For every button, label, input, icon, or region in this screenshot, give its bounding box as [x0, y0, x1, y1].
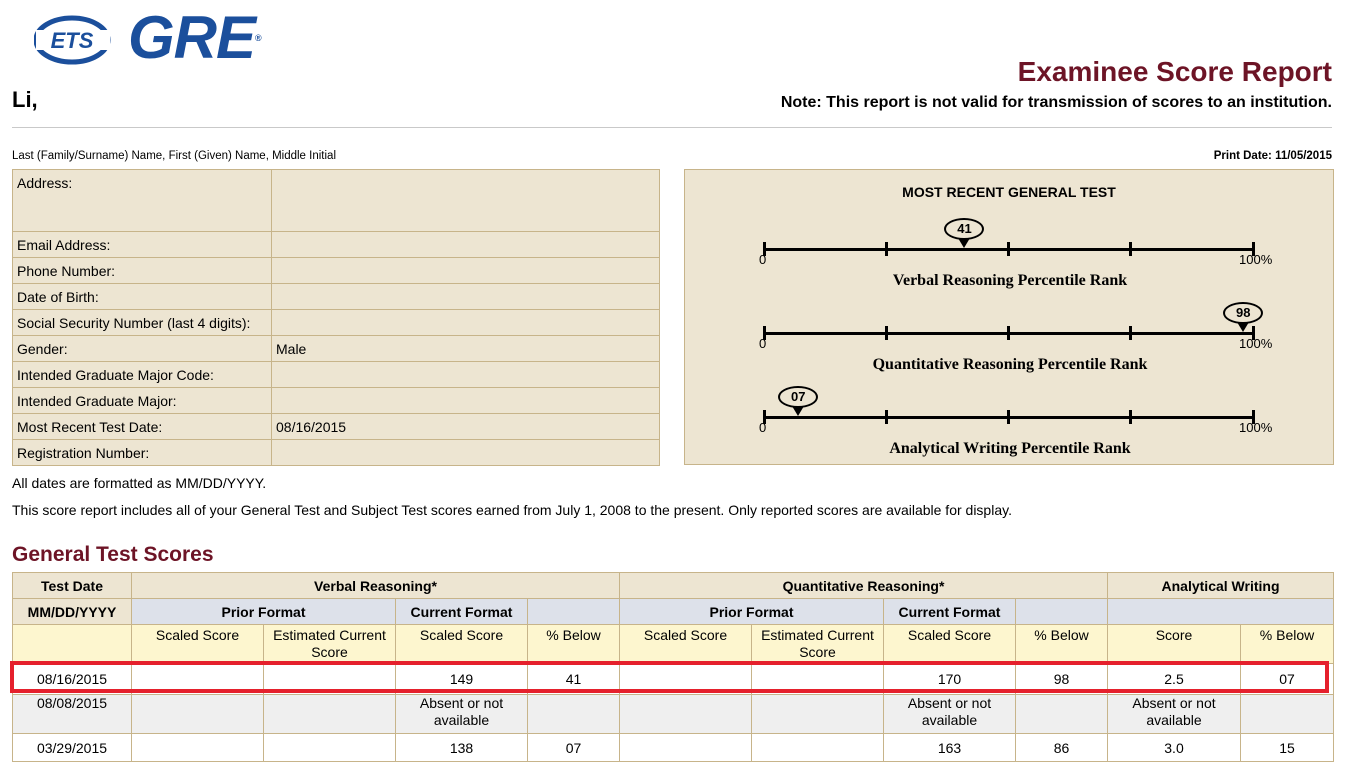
scale-max-label: 100%: [1239, 252, 1273, 267]
percentile-value: 07: [778, 386, 818, 408]
info-label: Gender:: [13, 336, 272, 362]
scale-label: Quantitative Reasoning Percentile Rank: [872, 356, 1148, 373]
col-test-date: Test Date: [13, 573, 132, 599]
cell-verbal-prior-scaled: [132, 734, 264, 762]
cell-quant-prior-scaled: [620, 734, 752, 762]
panel-title: MOST RECENT GENERAL TEST: [902, 184, 1116, 200]
cell-quant-current: 163: [884, 734, 1016, 762]
date-format-note: All dates are formatted as MM/DD/YYYY.: [12, 475, 267, 491]
verbal-percentile-scale: [759, 221, 1273, 267]
table-row: [13, 734, 1334, 762]
ets-logo-text: ETS: [50, 28, 94, 53]
info-value: [272, 440, 660, 466]
name-caption: Last (Family/Surname) Name, First (Given) Name, Middle Initial: [12, 150, 336, 162]
cell-writing-below: 15: [1241, 734, 1334, 762]
info-value: [272, 232, 660, 258]
col-writing-blank: [1108, 599, 1334, 625]
col-group-verbal: Verbal Reasoning*: [132, 573, 620, 599]
cell-verbal-current: 138: [396, 734, 528, 762]
marker-pointer-icon: [792, 406, 804, 416]
percentile-value: 98: [1223, 302, 1263, 324]
info-label: Date of Birth:: [13, 284, 272, 310]
marker-pointer-icon: [958, 238, 970, 248]
col-group-writing: Analytical Writing: [1108, 573, 1334, 599]
info-value: [272, 310, 660, 336]
cell-verbal-current: Absent or not available: [396, 695, 528, 734]
cell-writing-below: [1241, 695, 1334, 734]
percentile-value: 41: [944, 218, 984, 240]
scale-min-label: 0: [759, 420, 767, 435]
col-quant-current-format: Current Format: [884, 599, 1016, 625]
cell-writing-score: Absent or not available: [1108, 695, 1241, 734]
info-value: Male: [272, 336, 660, 362]
cell-writing-below: 07: [1241, 664, 1334, 695]
scale-tick: [1007, 326, 1010, 340]
scale-tick: [1007, 410, 1010, 424]
highlight-box: [10, 661, 1329, 693]
cell-writing-score: 2.5: [1108, 664, 1241, 695]
report-title: Examinee Score Report: [1017, 56, 1332, 87]
print-date: Print Date: 11/05/2015: [1213, 150, 1332, 162]
cell-verbal-prior-scaled: [132, 695, 264, 734]
col-verbal-current-scaled: Scaled Score: [396, 625, 528, 664]
section-title: General Test Scores: [12, 543, 214, 566]
col-verbal-current-format: Current Format: [396, 599, 528, 625]
percentile-marker: [944, 218, 984, 252]
cell-verbal-below: 07: [528, 734, 620, 762]
scale-tick: [1129, 242, 1132, 256]
info-value: [272, 258, 660, 284]
col-verbal-below: % Below: [528, 625, 620, 664]
scale-tick: [885, 326, 888, 340]
col-date-format: MM/DD/YYYY: [13, 599, 132, 625]
info-label: Most Recent Test Date:: [13, 414, 272, 440]
examinee-name: Li,: [12, 87, 38, 112]
gre-logo-text: GRE: [128, 4, 256, 71]
col-writing-score: Score: [1108, 625, 1241, 664]
scale-max-label: 100%: [1239, 336, 1273, 351]
gre-logo: GRE®: [128, 4, 261, 71]
col-blank: [13, 625, 132, 664]
cell-date: 03/29/2015: [13, 734, 132, 762]
table-row: [13, 695, 1334, 734]
cell-quant-current: Absent or not available: [884, 695, 1016, 734]
col-verbal-blank: [528, 599, 620, 625]
info-label: Phone Number:: [13, 258, 272, 284]
col-quant-prior-estimated: Estimated Current Score: [752, 625, 884, 664]
scale-min-label: 0: [759, 336, 767, 351]
divider: [12, 127, 1332, 128]
info-value: [272, 362, 660, 388]
scale-min-label: 0: [759, 252, 767, 267]
cell-verbal-current: 149: [396, 664, 528, 695]
info-value: [272, 284, 660, 310]
percentile-marker: [1223, 302, 1263, 336]
col-quant-blank: [1016, 599, 1108, 625]
info-value: 08/16/2015: [272, 414, 660, 440]
cell-quant-below: [1016, 695, 1108, 734]
info-label: Email Address:: [13, 232, 272, 258]
col-writing-below: % Below: [1241, 625, 1334, 664]
scale-tick: [885, 242, 888, 256]
scale-label: Analytical Writing Percentile Rank: [889, 440, 1131, 457]
scale-max-label: 100%: [1239, 420, 1273, 435]
scale-tick: [1129, 326, 1132, 340]
scale-tick: [1129, 410, 1132, 424]
scale-label: Verbal Reasoning Percentile Rank: [892, 272, 1128, 289]
col-quant-current-scaled: Scaled Score: [884, 625, 1016, 664]
report-note: Note: This report is not valid for transmission of scores to an institution.: [780, 94, 1332, 111]
writing-percentile-scale: [759, 389, 1273, 435]
info-label: Address:: [13, 170, 272, 232]
cell-quant-current: 170: [884, 664, 1016, 695]
cell-quant-prior-scaled: [620, 695, 752, 734]
info-label: Social Security Number (last 4 digits):: [13, 310, 272, 336]
percentile-marker: [778, 386, 818, 420]
ets-logo: [34, 14, 112, 66]
col-quant-prior-scaled: Scaled Score: [620, 625, 752, 664]
percentile-panel: [684, 169, 1334, 465]
col-group-quant: Quantitative Reasoning*: [620, 573, 1108, 599]
col-quant-below: % Below: [1016, 625, 1108, 664]
info-value: [272, 388, 660, 414]
cell-quant-prior-estimated: [752, 734, 884, 762]
col-quant-prior-format: Prior Format: [620, 599, 884, 625]
col-verbal-prior-scaled: Scaled Score: [132, 625, 264, 664]
cell-quant-prior-estimated: [752, 695, 884, 734]
info-label: Intended Graduate Major Code:: [13, 362, 272, 388]
cell-date: 08/16/2015: [13, 664, 132, 695]
cell-quant-below: 98: [1016, 664, 1108, 695]
cell-verbal-prior-estimated: [264, 734, 396, 762]
info-label: Registration Number:: [13, 440, 272, 466]
col-verbal-prior-format: Prior Format: [132, 599, 396, 625]
cell-date: 08/08/2015: [13, 695, 132, 734]
cell-verbal-prior-estimated: [264, 695, 396, 734]
col-verbal-prior-estimated: Estimated Current Score: [264, 625, 396, 664]
cell-verbal-below: [528, 695, 620, 734]
cell-quant-below: 86: [1016, 734, 1108, 762]
scale-tick: [1007, 242, 1010, 256]
info-label: Intended Graduate Major:: [13, 388, 272, 414]
report-scope-note: This score report includes all of your General Test and Subject Test scores earned from July 1, 2008 to the present. Only reported scores are available for display.: [12, 502, 1012, 518]
info-value: [272, 170, 660, 232]
scale-tick: [885, 410, 888, 424]
cell-writing-score: 3.0: [1108, 734, 1241, 762]
quant-percentile-scale: [759, 305, 1273, 351]
examinee-info-table: [12, 169, 660, 466]
cell-verbal-below: 41: [528, 664, 620, 695]
marker-pointer-icon: [1237, 322, 1249, 332]
